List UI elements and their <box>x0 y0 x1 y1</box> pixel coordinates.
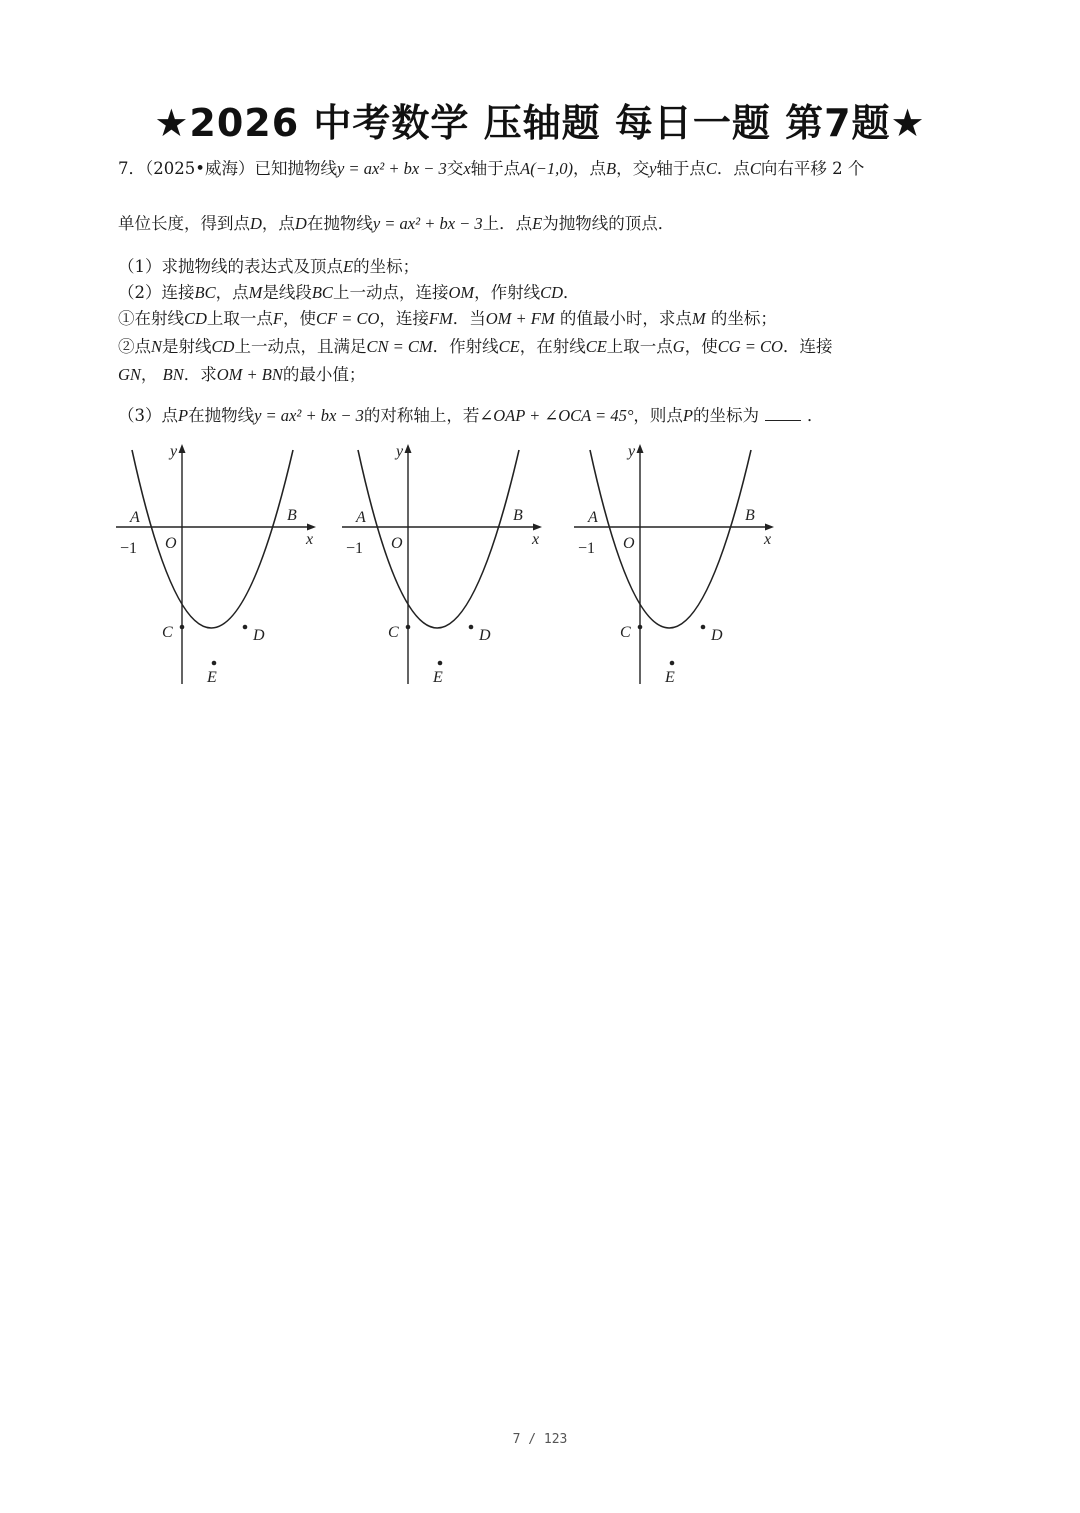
label-neg1: −1 <box>120 540 138 557</box>
equation: y = ax² + bx − 3 <box>336 159 447 178</box>
y-axis-label: y <box>628 443 636 460</box>
question-2-part-2: ②点N是射线CD上一动点，且满足CN = CM．作射线CE，在射线CE上取一点G，使CG = CO．连接 <box>118 337 833 356</box>
parabola-figure-1 <box>110 436 330 696</box>
label-d: D <box>253 627 265 644</box>
label-c: C <box>620 624 631 641</box>
question-2-part-1: ①在射线CD上取一点F，使CF = CO，连接FM．当OM + FM 的值最小时，求点M 的坐标； <box>118 309 777 328</box>
page-title: ★2026 中考数学 压轴题 每日一题 第7题★ <box>154 101 926 145</box>
parabola-figure-3 <box>568 436 788 696</box>
label-b: B <box>513 507 523 524</box>
x-axis-label: x <box>306 531 314 548</box>
y-axis-label: y <box>170 443 178 460</box>
label-d: D <box>711 627 723 644</box>
equation: y = ax² + bx − 3 <box>372 214 483 233</box>
x-axis-label: x <box>764 531 772 548</box>
label-neg1: −1 <box>346 540 364 557</box>
label-a: A <box>356 509 366 526</box>
question-2-part-2-cont: GN， BN．求OM + BN的最小值； <box>118 365 366 384</box>
answer-blank[interactable] <box>765 406 801 421</box>
x-axis-label: x <box>532 531 540 548</box>
label-o: O <box>391 535 403 552</box>
parabola-graph <box>110 436 330 696</box>
point-a: A(−1,0) <box>520 159 573 178</box>
question-3: （3）点P在抛物线y = ax² + bx − 3的对称轴上，若∠OAP + ∠OCA = 45°，则点P的坐标为 ． <box>118 406 824 425</box>
label-o: O <box>165 535 177 552</box>
label-e: E <box>207 669 217 686</box>
page-number: 7 / 123 <box>512 1432 568 1447</box>
figure-group <box>110 436 810 696</box>
question-2: （2）连接BC，点M是线段BC上一动点，连接OM，作射线CD． <box>118 283 580 302</box>
label-a: A <box>130 509 140 526</box>
label-a: A <box>588 509 598 526</box>
label-b: B <box>745 507 755 524</box>
label-e: E <box>433 669 443 686</box>
label-neg1: −1 <box>578 540 596 557</box>
parabola-graph <box>568 436 788 696</box>
problem-line-1: 7．（2025•威海）已知抛物线y = ax² + bx − 3交x轴于点A(−1,0)，点B，交y轴于点C．点C向右平移 2 个 <box>118 159 865 178</box>
question-1: （1）求抛物线的表达式及顶点E的坐标； <box>118 257 420 276</box>
problem-number: 7．（2025•威海）已知抛物线 <box>118 159 337 178</box>
y-axis-label: y <box>396 443 404 460</box>
parabola-graph <box>336 436 556 696</box>
problem-line-2: 单位长度，得到点D，点D在抛物线y = ax² + bx − 3上．点E为抛物线的顶点． <box>118 214 675 233</box>
label-c: C <box>162 624 173 641</box>
label-c: C <box>388 624 399 641</box>
label-b: B <box>287 507 297 524</box>
label-e: E <box>665 669 675 686</box>
parabola-figure-2 <box>336 436 556 696</box>
label-o: O <box>623 535 635 552</box>
label-d: D <box>479 627 491 644</box>
